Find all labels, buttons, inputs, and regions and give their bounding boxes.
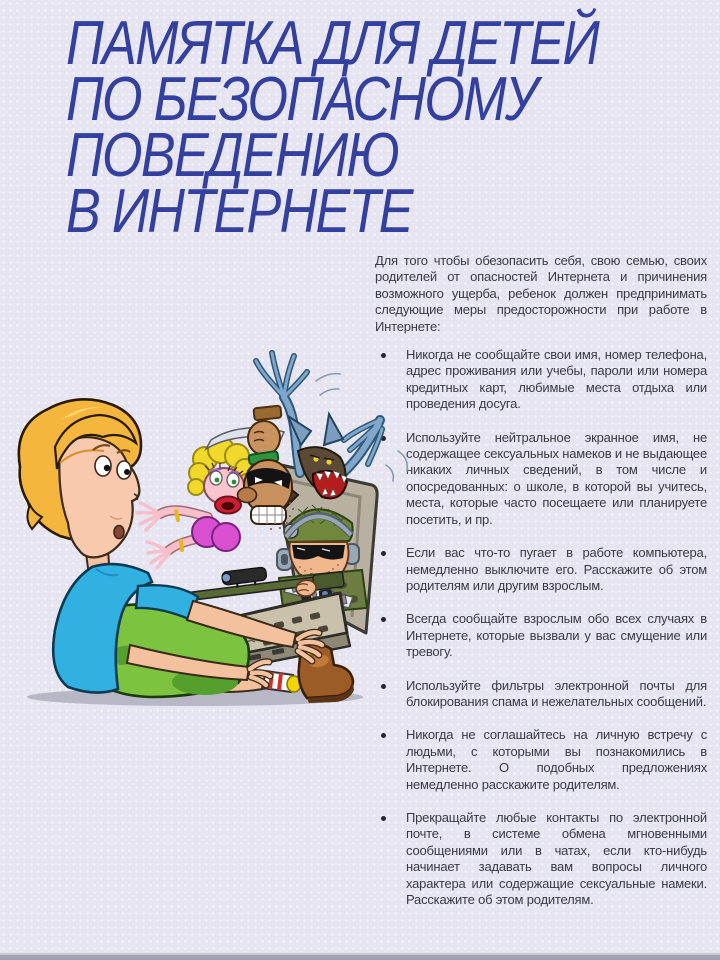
list-item: [375, 678, 707, 711]
rule-text: Всегда сообщайте взрослым обо всех случаях в Интернете, которые вызвали у вас смущение или тревогу.: [406, 611, 707, 660]
list-item: [375, 430, 707, 528]
bandit-nose: [238, 488, 257, 503]
list-item: [375, 727, 707, 793]
list-item: [375, 810, 707, 908]
page-bottom-edge: [0, 955, 720, 960]
title-line-1: ПАМЯТКА ДЛЯ ДЕТЕЙ: [66, 9, 599, 78]
woman-villain: [137, 437, 256, 568]
list-item: [375, 545, 707, 594]
page-title: [66, 9, 599, 246]
intro-paragraph: Для того чтобы обезопасить себя, свою семью, своих родителей от опасностей Интернета и причинения возможного ущерба, ребенок должен предпринимать следующие меры предосторожности при работе в Интернете:: [375, 253, 707, 334]
knife-hilt: [253, 406, 281, 421]
bullet-dot-icon: [381, 733, 386, 738]
title-line-4: В ИНТЕРНЕТЕ: [66, 177, 412, 246]
rule-text: Никогда не сообщайте свои имя, номер телефона, адрес проживания или учебы, пароли или номера кредитных карт, любимые места отдыха или проведения досуга.: [406, 347, 707, 412]
rule-text: Используйте нейтральное экранное имя, не содержащее сексуальных намеков и не выдающее никаких личных сведений, в том числе и опосредованных: о школе, в которой вы учитесь, места, которые часто посещаете или планируете посетить, и пр.: [406, 429, 707, 527]
safety-rules-column: [375, 253, 707, 925]
woman-bikini: [192, 517, 240, 551]
boy-laptop-villains-illustration: [0, 345, 420, 710]
rule-text: Если вас что-то пугает в работе компьютера, немедленно выключите его. Расскажите об этом родителям или другим взрослым.: [406, 545, 707, 593]
title-line-2: ПО БЕЗОПАСНОМУ: [66, 65, 537, 134]
rule-text: Никогда не соглашайтесь на личную встречу с людьми, с которыми вы познакомились в Интернете. О подобных предложениях немедленно расскажите родителям.: [406, 727, 707, 792]
bandit-fist: [248, 421, 280, 455]
list-item: [375, 347, 707, 413]
rule-text: Используйте фильтры электронной почты для блокирования спама и нежелательных сообщений.: [406, 677, 707, 709]
list-item: [375, 611, 707, 660]
bullet-dot-icon: [381, 816, 386, 821]
title-line-3: ПОВЕДЕНИЮ: [66, 121, 399, 190]
rule-text: Прекращайте любые контакты по электронной почте, в системе обмена мгновенными сообщениями или в чатах, если кто-нибудь начинает задавать вам вопросы личного характера или содержащие сексуальные намеки. Расскажите об этом родителям.: [406, 809, 707, 907]
safety-rules-list: [375, 347, 707, 908]
